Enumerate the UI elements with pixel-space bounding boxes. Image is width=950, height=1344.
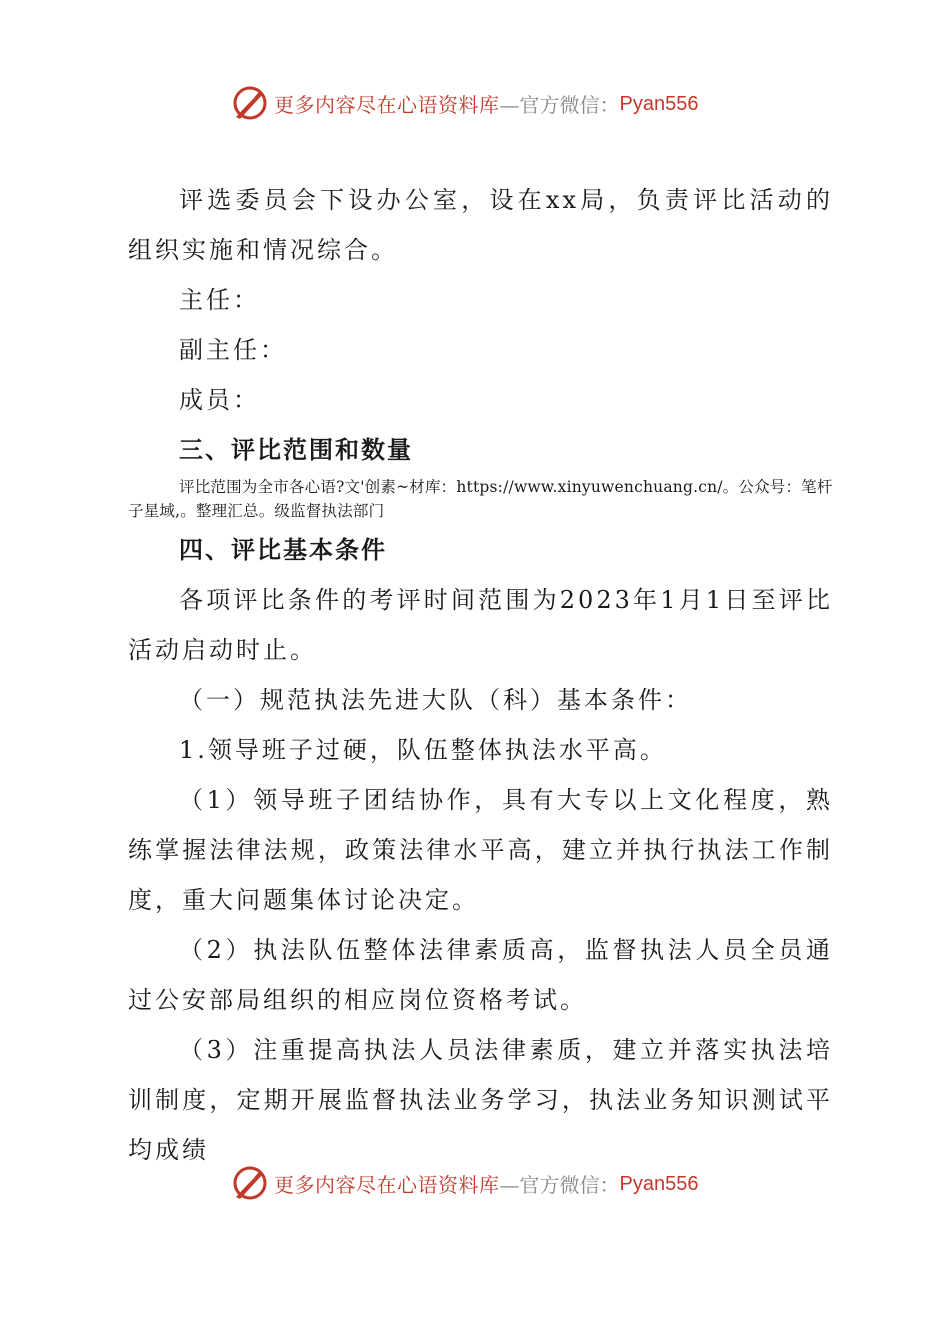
line-director: 主任： [179, 286, 260, 314]
list-item-1-3: （3）注重提高执法人员法律素质，建立并落实执法培训制度，定期开展监督执法业务学习，执法业务知识测试平均成绩 [128, 1036, 833, 1164]
list-item-1-2: （2）执法队伍整体法律素质高，监督执法人员全员通过公安部局组织的相应岗位资格考试。 [128, 936, 833, 1014]
footer-watermark-banner [230, 1163, 698, 1203]
list-item-1-1: （1）领导班子团结协作，具有大专以上文化程度，熟练掌握法律法规，政策法律水平高，建立并执行执法工作制度，重大问题集体讨论决定。 [128, 786, 833, 914]
banner-account [620, 91, 699, 116]
banner-account-id: Pyan556 [619, 92, 699, 115]
heading-basic-conditions: 四、评比基本条件 [179, 536, 387, 564]
banner-separator-text: —官方微信： [499, 92, 620, 117]
paragraph-office: 评选委员会下设办公室，设在xx局，负责评比活动的组织实施和情况综合。 [128, 186, 833, 264]
quill-logo-icon [230, 1163, 270, 1203]
banner-separator-text: —官方微信： [499, 1172, 620, 1197]
document-body [128, 175, 833, 1175]
paragraph-scope: 评比范围为全市各心语?文'创素~材库：https://www.xinyuwenchuang.cn/。公众号：笔杆子星域,。整理汇总。级监督执法部门 [128, 478, 833, 520]
list-item-1: 1.领导班子过硬，队伍整体执法水平高。 [179, 736, 667, 764]
line-members: 成员： [179, 386, 260, 414]
banner-brand-text: 更多内容尽在心语资料库 [274, 92, 500, 117]
banner-account [620, 1171, 699, 1196]
banner-brand-text: 更多内容尽在心语资料库 [274, 1172, 500, 1197]
banner-account-id: Pyan556 [619, 1172, 699, 1195]
paragraph-time-range: 各项评比条件的考评时间范围为2023年1月1日至评比活动启动时止。 [128, 586, 833, 664]
header-watermark-banner [230, 83, 698, 123]
subheading-advanced-team: （一）规范执法先进大队（科）基本条件： [179, 686, 692, 714]
line-deputy-director: 副主任： [179, 336, 287, 364]
quill-logo-icon [230, 83, 270, 123]
heading-scope: 三、评比范围和数量 [179, 436, 413, 464]
